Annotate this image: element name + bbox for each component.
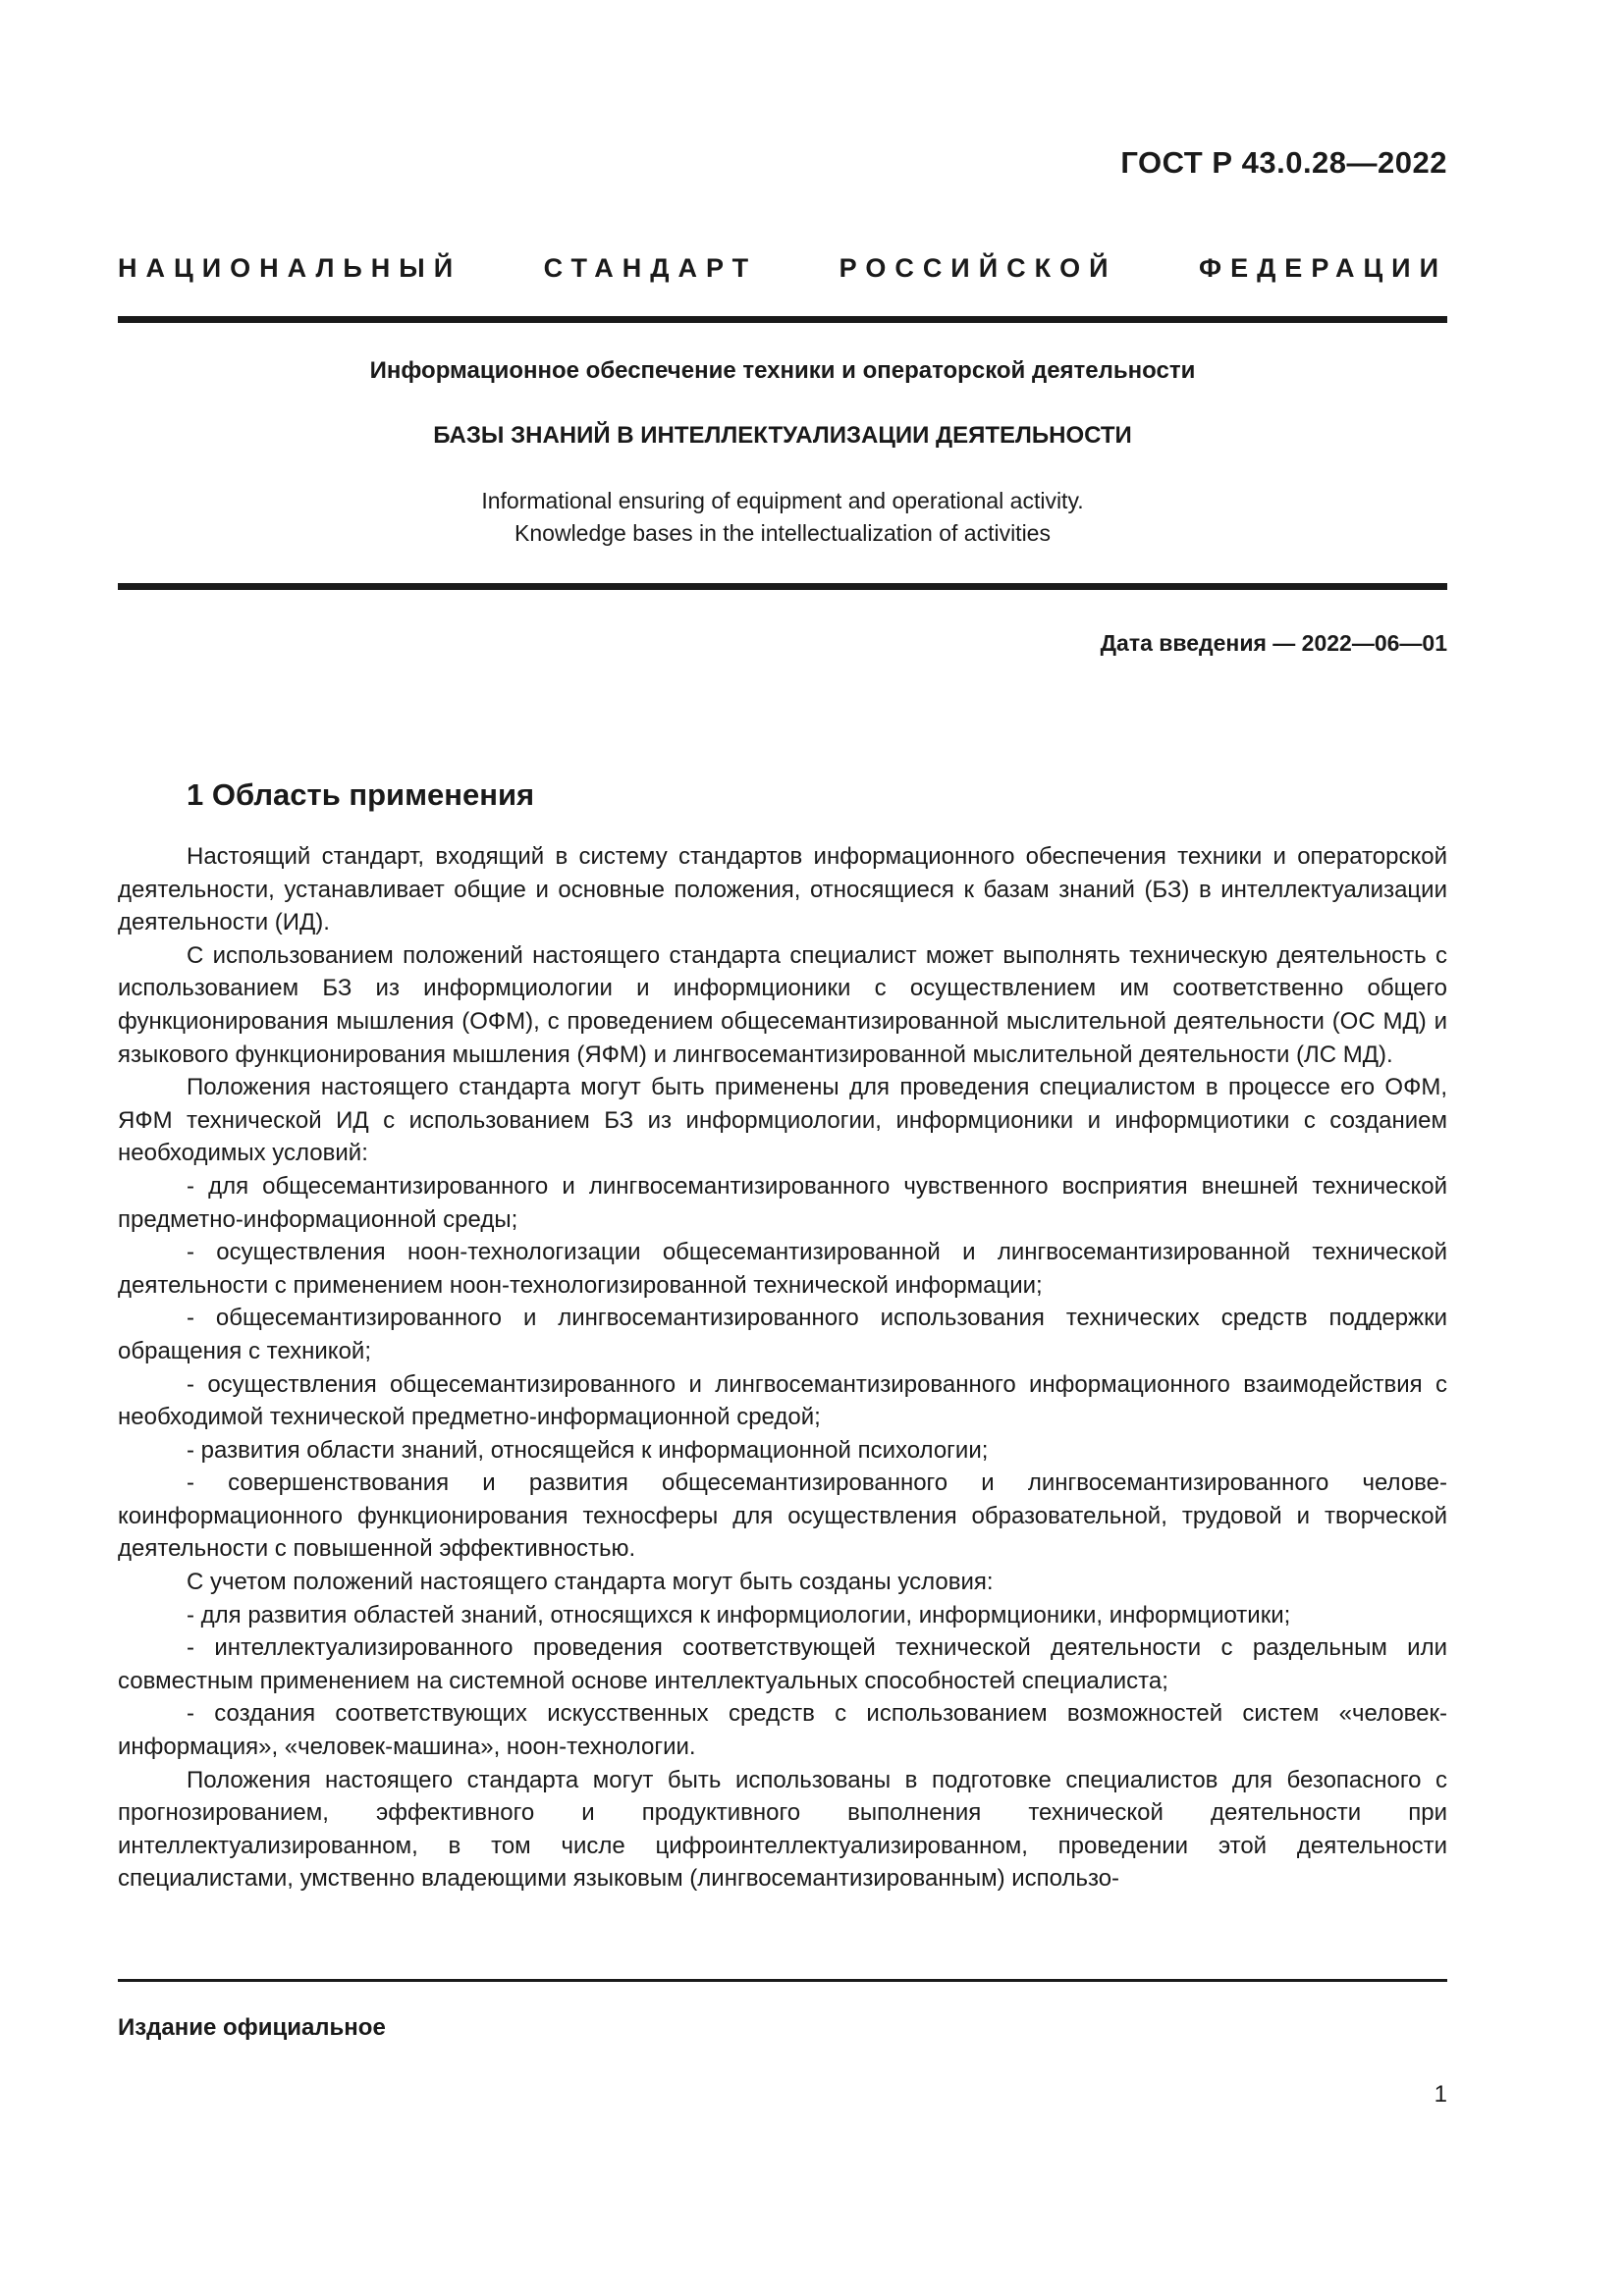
standard-type-title: НАЦИОНАЛЬНЫЙ СТАНДАРТ РОССИЙСКОЙ ФЕДЕРАЦИИ [118,253,1447,283]
edition-label: Издание официальное [118,2014,386,2041]
list-item: - для развития областей знаний, относящихся к информциологии, информционики, информциотики; [187,1601,1291,1629]
list-item: - развития области знаний, относящейся к информационной психологии; [187,1436,989,1464]
english-title-line-1: Informational ensuring of equipment and operational activity. [481,488,1084,513]
middle-divider [118,583,1447,590]
section-body [118,840,1447,1896]
list-item: - осуществления общесемантизированного и лингвосемантизированного информационного взаимодействия с необходимой технической предметно-информационной средой; [118,1370,1447,1431]
list-item: - общесемантизированного и лингвосемантизированного использования технических средств поддержки обращения с техникой; [118,1305,1447,1364]
english-title-line-2: Knowledge bases in the intellectualization of activities [514,520,1051,546]
section-heading: 1 Область применения [187,777,535,812]
series-title: Информационное обеспечение техники и операторской деятельности [369,357,1196,384]
list-item: - осуществления ноон-технологизации общесемантизированной и лингвосемантизированной технической деятельности с применением ноон-технологизированной технической информации; [118,1239,1447,1299]
paragraph: С учетом положений настоящего стандарта могут быть созданы условия: [187,1569,994,1596]
page-number: 1 [1434,2081,1447,2108]
top-divider [118,316,1447,323]
list-item: - для общесемантизированного и лингвосемантизированного чувственного восприятия внешней технической предметно-информационной среды; [118,1172,1447,1233]
document-code: ГОСТ Р 43.0.28—2022 [1120,145,1447,180]
footer-divider [118,1979,1447,1982]
main-title: БАЗЫ ЗНАНИЙ В ИНТЕЛЛЕКТУАЛИЗАЦИИ ДЕЯТЕЛЬНОСТИ [433,422,1132,449]
paragraph: Положения настоящего стандарта могут быть использованы в подготовке специалистов для безопасного с прогнозированием, эффективного и продуктивного выполнения технической деятельности при интеллектуализированном, в том числе цифроинтеллектуализированном, проведении этой деятельности специалистами, умственно владеющими языковым (лингвосемантизированным) использо- [118,1766,1447,1893]
paragraph: Настоящий стандарт, входящий в систему стандартов информационного обеспечения техники и операторской деятельности, устанавливает общие и основные положения, относящиеся к базам знаний (БЗ) в интеллектуализации деятельности (ИД). [118,843,1447,936]
introduction-date: Дата введения — 2022—06—01 [1100,630,1447,656]
list-item: - интеллектуализированного проведения соответствующей технической деятельности с раздельным или совместным применением на системной основе интеллектуальных способностей специалиста; [118,1634,1447,1694]
list-item: - создания соответствующих искусственных средств с использованием возможностей систем «человек-информация», «человек-машина», ноон-технологии. [118,1700,1447,1761]
document-page [118,0,1447,2296]
paragraph: Положения настоящего стандарта могут быть применены для проведения специалистом в процессе его ОФМ, ЯФМ технической ИД с использованием БЗ из информциологии, информционики и информциотики с созданием необходимых условий: [118,1074,1447,1167]
paragraph: С использованием положений настоящего стандарта специалист может выполнять техническую деятельность с использованием БЗ из информциологии и информционики с осуществлением им соответственно общего функционирования мышления (ОФМ), с проведением общесемантизированной мыслительной деятельности (ОС МД) и языкового функционирования мышления (ЯФМ) и лингвосемантизированной мыслительной деятельности (ЛС МД). [118,941,1447,1068]
list-item: - совершенствования и развития общесемантизированного и лингвосемантизированного человекоинформационного функционирования техносферы для осуществления образовательной, трудовой и творческой деятельности с повышенной эффективностью. [118,1469,1447,1563]
english-title [118,485,1447,550]
